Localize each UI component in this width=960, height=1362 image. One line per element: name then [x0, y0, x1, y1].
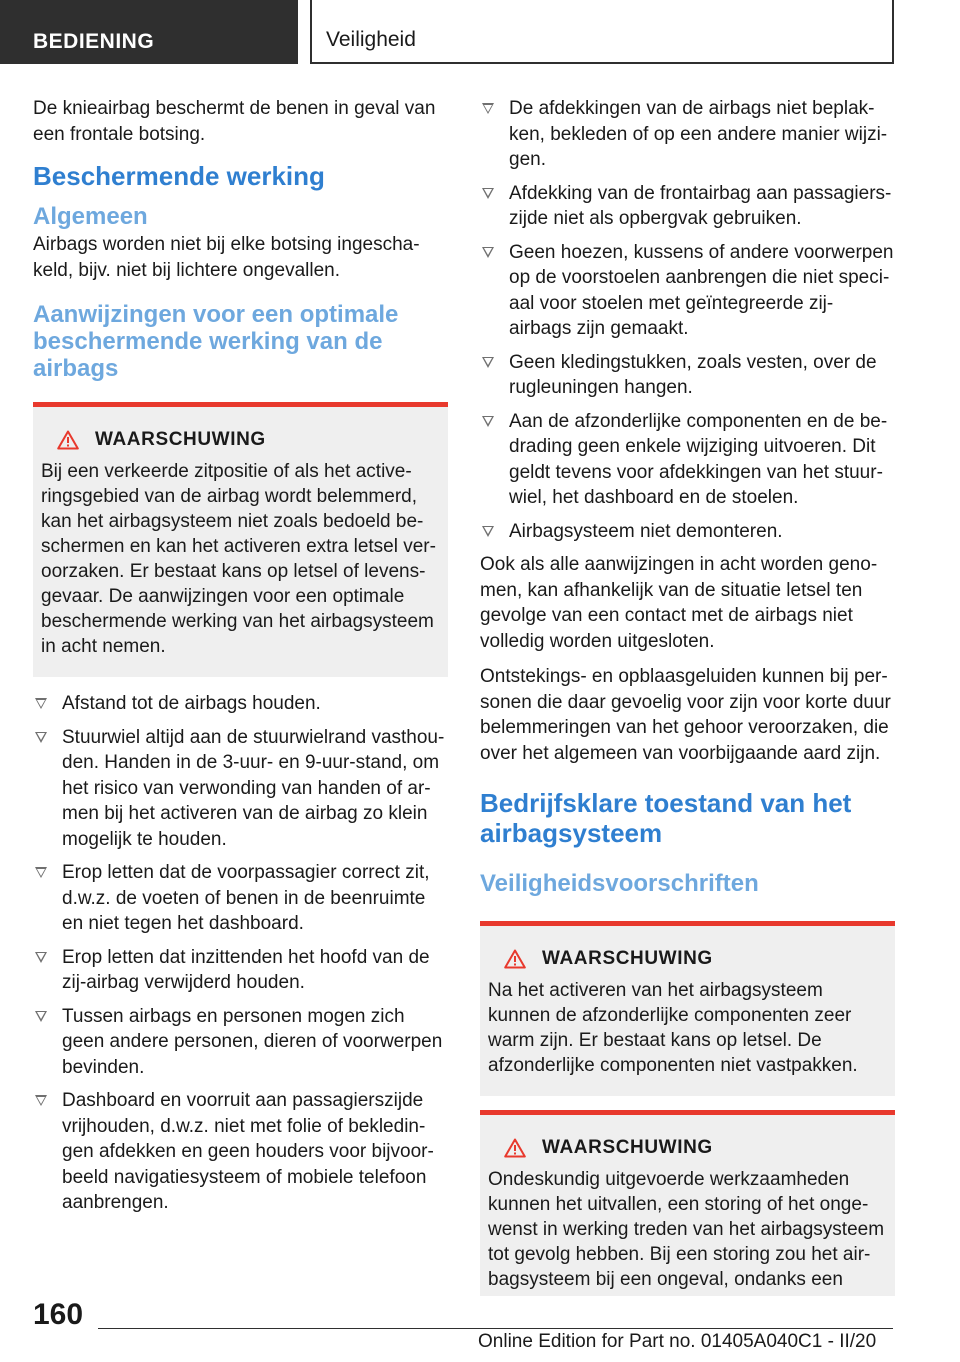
- section-tab: BEDIENING: [0, 0, 298, 64]
- bullet-triangle-icon: [482, 188, 494, 199]
- list-item: Geen hoezen, kussens of andere voorwerpen op de voorstoelen aanbrengen die niet speciaal voor stoelen met geïntegreerde zij-airbags zijn gemaakt.: [480, 240, 895, 342]
- warning-text: Bij een verkeerde zitpositie of als het activeringsgebied van de airbag wordt belemmerd, kan het airbagsysteem niet zoals bedoeld beschermen en kan het activeren extra letsel veroorzaken. Er bestaat kans op letsel of levensgevaar. De aanwijzingen voor een optimale beschermende werking van het airbagsysteem in acht nemen.: [41, 461, 436, 657]
- heading-hints: Aanwijzingen voor een optimale beschermende werking van de airbags: [33, 301, 399, 382]
- bullet-triangle-icon: [35, 1011, 47, 1022]
- warning-title: WAARSCHUWING: [542, 1137, 713, 1158]
- footer-rule: [98, 1328, 893, 1329]
- list-item: Erop letten dat de voorpassagier correct zit, d.w.z. de voeten of benen in de beenruimte en niet tegen het dashboard.: [33, 860, 448, 937]
- right-column: [480, 96, 895, 1310]
- warning-box: [480, 921, 895, 1096]
- bullet-triangle-icon: [35, 732, 47, 743]
- page-number: 160: [33, 1298, 84, 1331]
- list-item: Erop letten dat inzittenden het hoofd van de zij-airbag verwijderd houden.: [33, 945, 448, 996]
- bullet-list: [33, 691, 448, 1216]
- bullet-triangle-icon: [482, 247, 494, 258]
- heading-operational-readiness: Bedrijfsklare toestand van het airbagsysteem: [480, 788, 852, 848]
- general-paragraph: Airbags worden niet bij elke botsing ingeschakeld, bijv. niet bij lichtere ongevallen.: [33, 234, 420, 281]
- bullet-triangle-icon: [35, 952, 47, 963]
- bullet-triangle-icon: [35, 867, 47, 878]
- footer-edition: Online Edition for Part no. 01405A040C1 - II/20: [478, 1331, 877, 1352]
- warning-title: WAARSCHUWING: [542, 948, 713, 969]
- warning-text: Ondeskundig uitgevoerde werkzaamheden kunnen het uitvallen, een storing of het ongewenst in werking treden van het airbagsysteem tot gevolg hebben. Bij een storing zou het airbagsysteem bij een ongeval, ondanks een: [488, 1169, 885, 1290]
- list-item: Aan de afzonderlijke componenten en de bedrading geen enkele wijziging uitvoeren. Dit geldt tevens voor afdekkingen van het stuurwiel, het dashboard en de stoelen.: [480, 409, 895, 511]
- list-item: Afdekking van de frontairbag aan passagierszijde niet als opbergvak gebruiken.: [480, 181, 895, 232]
- warning-triangle-icon: [57, 430, 79, 450]
- paragraph-residual-risk: Ook als alle aanwijzingen in acht worden genomen, kan afhankelijk van de situatie letsel ten gevolge van een contact met de airbags niet volledig worden uitgesloten.: [480, 554, 878, 652]
- heading-protective-action: Beschermende werking: [33, 161, 325, 191]
- list-item: Tussen airbags en personen mogen zich geen andere personen, dieren of voorwerpen bevinden.: [33, 1004, 448, 1081]
- list-item: Stuurwiel altijd aan de stuurwielrand vasthouden. Handen in de 3-uur- en 9-uur-stand, om het risico van verwonding van handen of armen bij het activeren van de airbag zo klein mogelijk te houden.: [33, 725, 448, 853]
- bullet-triangle-icon: [482, 357, 494, 368]
- warning-title: WAARSCHUWING: [95, 429, 266, 450]
- bullet-triangle-icon: [482, 416, 494, 427]
- intro-paragraph: De knieairbag beschermt de benen in geval van een frontale botsing.: [33, 98, 436, 145]
- warning-triangle-icon: [504, 1138, 526, 1158]
- bullet-triangle-icon: [482, 103, 494, 114]
- list-item: Afstand tot de airbags houden.: [33, 691, 448, 717]
- list-item: De afdekkingen van de airbags niet beplakken, bekleden of op een andere manier wijzigen.: [480, 96, 895, 173]
- left-column: [33, 96, 448, 1224]
- bullet-list: [480, 96, 895, 544]
- list-item: Geen kledingstukken, zoals vesten, over de rugleuningen hangen.: [480, 350, 895, 401]
- bullet-triangle-icon: [482, 526, 494, 537]
- warning-box: [33, 402, 448, 677]
- list-item: Airbagsysteem niet demonteren.: [480, 519, 895, 545]
- page-header: [0, 0, 960, 68]
- paragraph-ignition-noise: Ontstekings- en opblaasgeluiden kunnen bij personen die daar gevoelig voor zijn voor korte duur belemmeringen van het gehoor veroorzaken, die over het algemeen van voorbijgaande aard zijn.: [480, 666, 891, 764]
- warning-text: Na het activeren van het airbagsysteem kunnen de afzonderlijke componenten zeer warm zijn. Er bestaat kans op letsel. De afzonderlijke componenten niet vastpakken.: [488, 980, 858, 1076]
- heading-safety-rules: Veiligheidsvoorschriften: [480, 870, 759, 897]
- bullet-triangle-icon: [35, 1095, 47, 1106]
- bullet-triangle-icon: [35, 698, 47, 709]
- list-item: Dashboard en voorruit aan passagierszijde vrijhouden, d.w.z. niet met folie of bekledingen afdekken en geen houders voor bijvoorbeeld navigatiesysteem of mobiele telefoon aanbrengen.: [33, 1088, 448, 1216]
- chapter-title: Veiligheid: [310, 0, 894, 64]
- warning-box: [480, 1110, 895, 1296]
- heading-general: Algemeen: [33, 203, 148, 230]
- warning-triangle-icon: [504, 949, 526, 969]
